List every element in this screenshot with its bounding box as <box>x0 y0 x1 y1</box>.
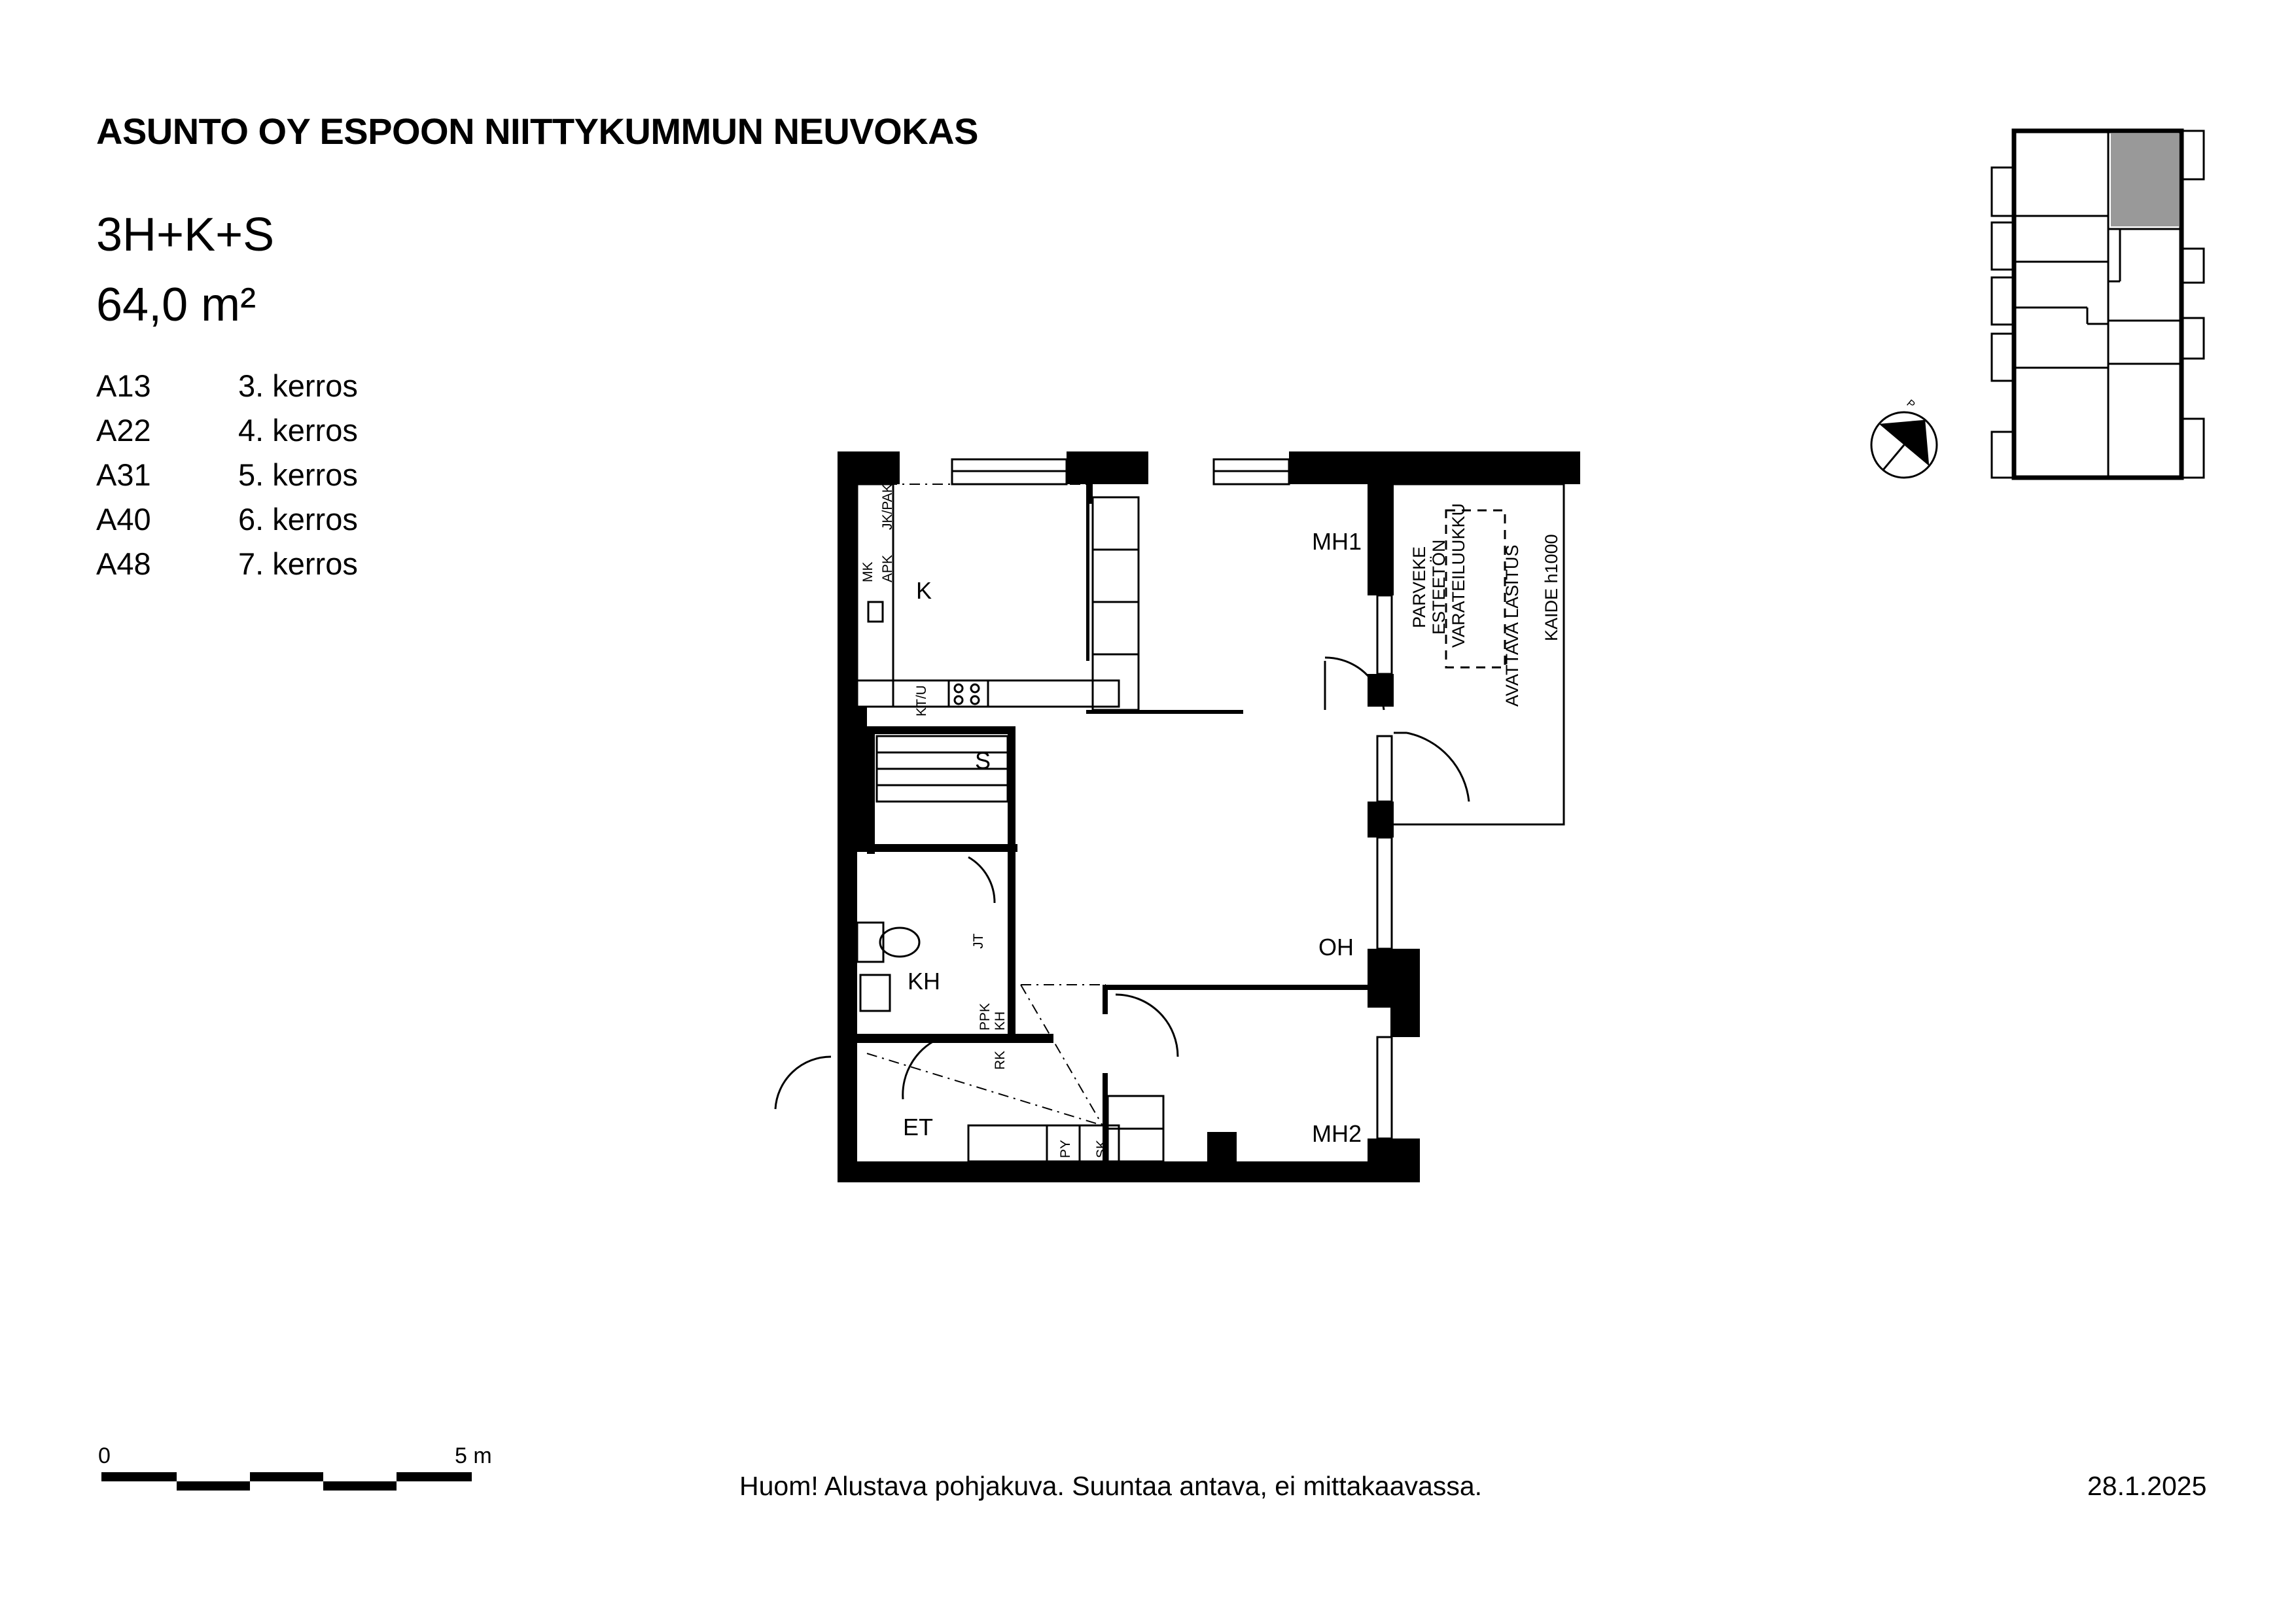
scale-end-label: 5 m <box>455 1443 492 1468</box>
fixture-label: APK <box>880 554 895 582</box>
balcony-label: PARVEKE <box>1409 546 1429 628</box>
disclaimer-note: Huom! Alustava pohjakuva. Suuntaa antava, ei mittakaavassa. <box>739 1471 1483 1501</box>
floor-label: 3. kerros <box>238 368 358 403</box>
room-label-hall: ET <box>903 1114 934 1140</box>
plan-date: 28.1.2025 <box>2087 1471 2207 1501</box>
fixture-label: RK <box>993 1050 1008 1070</box>
floor-row <box>96 546 358 582</box>
floor-row <box>96 457 358 493</box>
fixture-label: JK/PAK <box>880 484 895 530</box>
fixture-label: SK <box>1094 1139 1109 1158</box>
floor-label: 4. kerros <box>238 413 358 448</box>
north-label: P <box>1904 398 1917 411</box>
fixture-label: PPK <box>978 1002 993 1031</box>
floor-label: 6. kerros <box>238 502 358 537</box>
fixture-label: KH <box>993 1011 1008 1031</box>
balcony-hatch-label: VARATEILUUKKU <box>1449 503 1468 648</box>
room-label-kitchen: K <box>916 577 932 604</box>
apartment-code: A40 <box>96 502 151 537</box>
floor-label: 5. kerros <box>238 457 358 492</box>
apartment-area: 64,0 m² <box>96 279 256 331</box>
balcony-glazing-label: AVATTAVA LASITUS <box>1502 544 1522 707</box>
apartment-code: A13 <box>96 368 151 403</box>
room-label-bathroom: KH <box>908 968 941 995</box>
fixture-label: MK <box>860 561 875 582</box>
apartment-code: A48 <box>96 546 151 581</box>
room-label-sauna: S <box>975 747 991 774</box>
highlighted-apartment <box>2111 133 2179 226</box>
balcony-accessible-label: ESTEETÖN <box>1429 539 1449 635</box>
apartment-code: A22 <box>96 413 151 448</box>
apartment-type: 3H+K+S <box>96 209 275 261</box>
fixture-label: JT <box>971 933 986 949</box>
project-title: ASUNTO OY ESPOON NIITTYKUMMUN NEUVOKAS <box>96 111 978 152</box>
floor-plan <box>752 445 1603 1217</box>
floor-label: 7. kerros <box>238 546 358 581</box>
floor-row <box>96 501 358 537</box>
north-arrow <box>1868 393 1947 484</box>
balcony-railing-label: KAIDE h1000 <box>1542 534 1561 641</box>
floor-row <box>96 368 358 404</box>
floor-row <box>96 412 358 448</box>
scale-start-label: 0 <box>98 1443 111 1468</box>
scale-bar <box>101 1472 474 1498</box>
apartment-code: A31 <box>96 457 151 492</box>
room-label-bedroom2: MH2 <box>1312 1120 1362 1147</box>
key-plan <box>1983 124 2218 491</box>
room-label-living: OH <box>1318 934 1354 961</box>
fixture-label: KT/U <box>914 685 929 716</box>
fixture-label: PY <box>1058 1139 1073 1158</box>
room-label-bedroom1: MH1 <box>1312 528 1362 555</box>
